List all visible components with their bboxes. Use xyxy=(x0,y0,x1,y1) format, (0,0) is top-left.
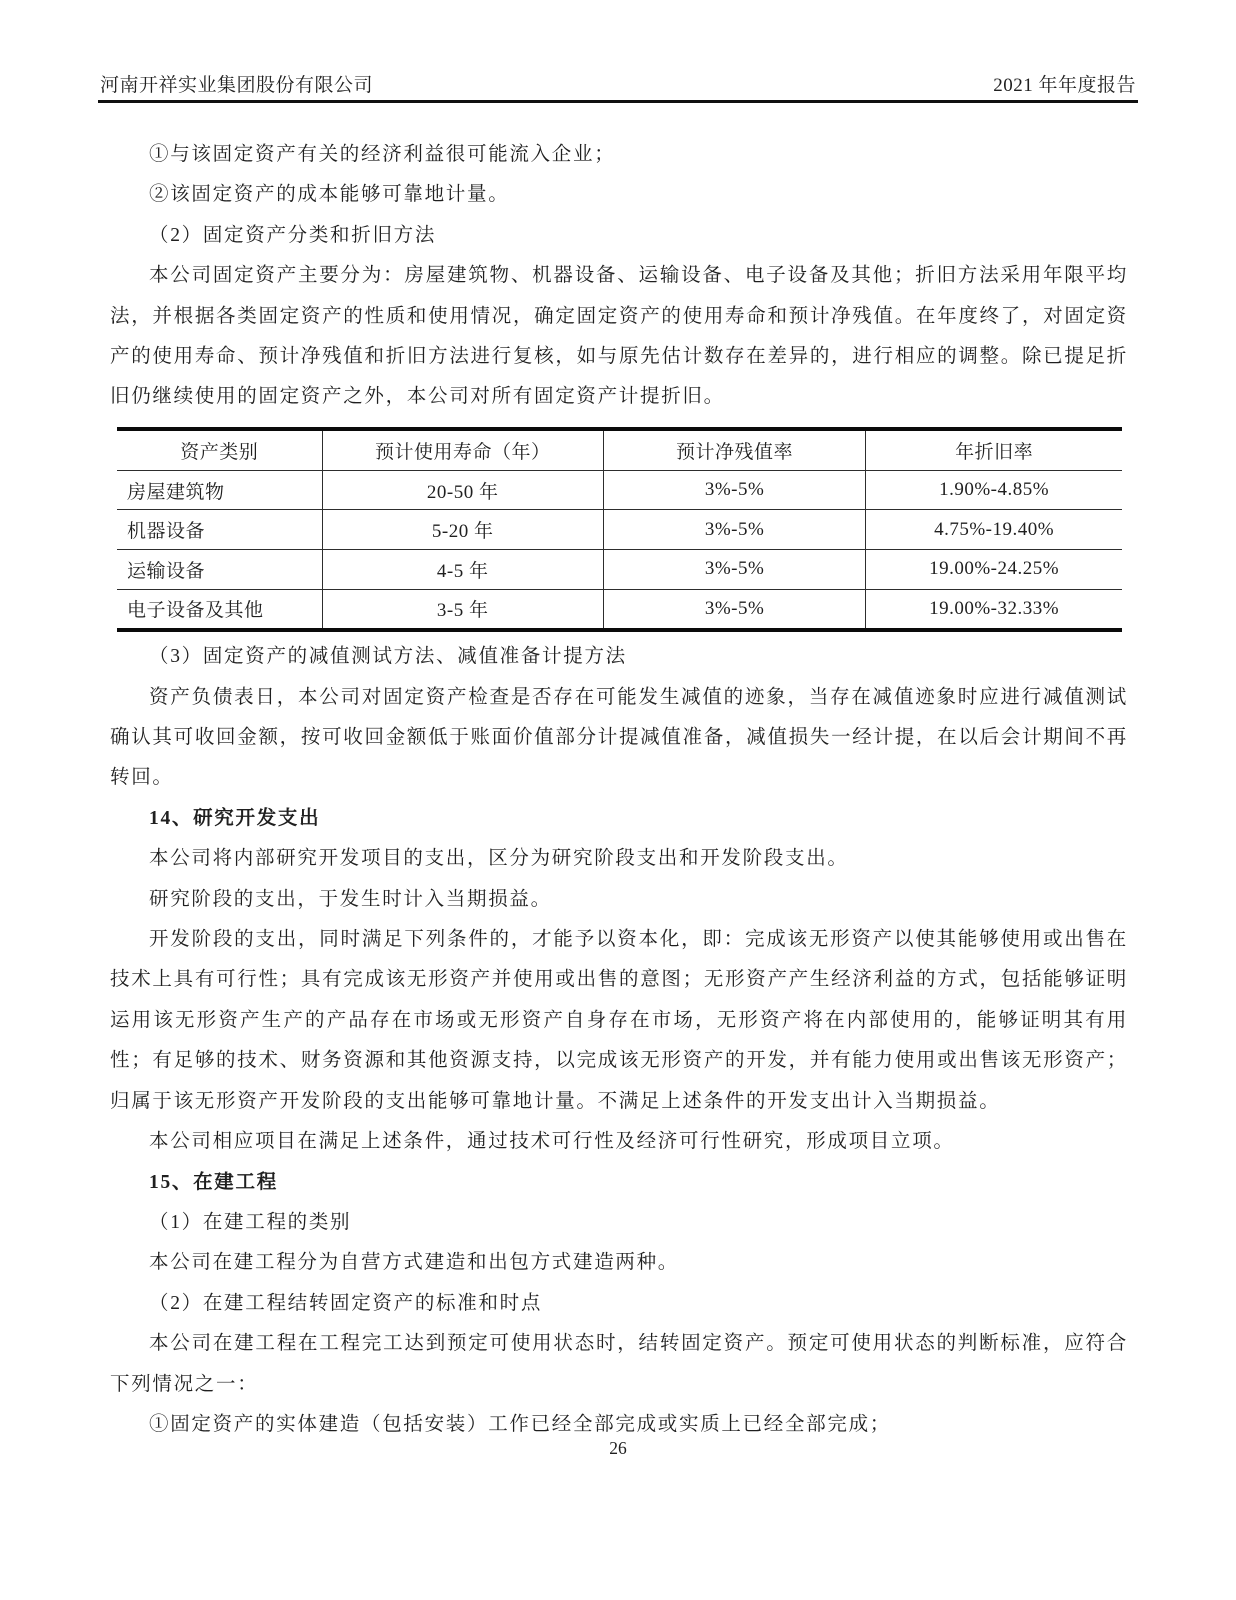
subsection-heading: （2）在建工程结转固定资产的标准和时点 xyxy=(149,1292,543,1314)
paragraph: 本公司在建工程在工程完工达到预定可使用状态时，结转固定资产。预定可使用状态的判断标准，应符合下列情况之一： xyxy=(110,1333,1128,1395)
clause-paragraph: ②该固定资产的成本能够可靠地计量。 xyxy=(149,184,510,206)
table-cell: 运输设备 xyxy=(117,550,322,590)
company-name: 河南开祥实业集团股份有限公司 xyxy=(100,75,374,96)
subsection-heading: （3）固定资产的减值测试方法、减值准备计提方法 xyxy=(149,646,627,668)
table-cell: 1.90%-4.85% xyxy=(866,470,1122,510)
table-cell: 电子设备及其他 xyxy=(117,589,322,630)
table-cell: 20-50 年 xyxy=(322,470,603,510)
table-header-cell: 资产类别 xyxy=(117,429,322,471)
table-header-row xyxy=(117,429,1122,471)
paragraph: 开发阶段的支出，同时满足下列条件的，才能予以资本化，即：完成该无形资产以使其能够使用或出售在技术上具有可行性；具有完成该无形资产并使用或出售的意图；无形资产产生经济利益的方式，包括能够证明运用该无形资产生产的产品存在市场或无形资产自身存在市场，无形资产将在内部使用的，能够证明其有用性；有足够的技术、财务资源和其他资源支持，以完成该无形资产的开发，并有能力使用或出售该无形资产；归属于该无形资产开发阶段的支出能够可靠地计量。不满足上述条件的开发支出计入当期损益。 xyxy=(110,929,1128,1112)
table-cell: 3%-5% xyxy=(603,470,865,510)
paragraph: 研究阶段的支出，于发生时计入当期损益。 xyxy=(149,888,552,910)
paragraph: 本公司固定资产主要分为：房屋建筑物、机器设备、运输设备、电子设备及其他；折旧方法采用年限平均法，并根据各类固定资产的性质和使用情况，确定固定资产的使用寿命和预计净残值。在年度终了，对固定资产的使用寿命、预计净残值和折旧方法进行复核，如与原先估计数存在差异的，进行相应的调整。除已提足折旧仍继续使用的固定资产之外，本公司对所有固定资产计提折旧。 xyxy=(110,265,1128,408)
paragraph: 本公司相应项目在满足上述条件，通过技术可行性及经济可行性研究，形成项目立项。 xyxy=(149,1131,955,1153)
header-divider xyxy=(98,100,1138,103)
table-cell: 4.75%-19.40% xyxy=(866,510,1122,550)
table-cell: 4-5 年 xyxy=(322,550,603,590)
clause-paragraph: ①固定资产的实体建造（包括安装）工作已经全部完成或实质上已经全部完成； xyxy=(149,1413,892,1435)
page-number: 26 xyxy=(609,1438,627,1458)
table-cell: 3%-5% xyxy=(603,510,865,550)
paragraph: 资产负债表日，本公司对固定资产检查是否存在可能发生减值的迹象，当存在减值迹象时应进行减值测试确认其可收回金额，按可收回金额低于账面价值部分计提减值准备，减值损失一经计提，在以后会计期间不再转回。 xyxy=(110,686,1128,789)
subsection-heading: （2）固定资产分类和折旧方法 xyxy=(149,224,437,246)
table-header-cell: 年折旧率 xyxy=(866,429,1122,471)
table-row xyxy=(117,589,1122,630)
table-row xyxy=(117,510,1122,550)
table-row xyxy=(117,470,1122,510)
paragraph: 本公司将内部研究开发项目的支出，区分为研究阶段支出和开发阶段支出。 xyxy=(149,848,849,870)
table-header-cell: 预计使用寿命（年） xyxy=(322,429,603,471)
report-title: 2021 年年度报告 xyxy=(993,75,1136,96)
table-cell: 3%-5% xyxy=(603,589,865,630)
section-heading-14: 14、研究开发支出 xyxy=(149,807,321,829)
section-heading-15: 15、在建工程 xyxy=(149,1171,278,1193)
table-cell: 3%-5% xyxy=(603,550,865,590)
table-cell: 5-20 年 xyxy=(322,510,603,550)
document-body xyxy=(110,135,1128,1445)
table-cell: 机器设备 xyxy=(117,510,322,550)
table-row xyxy=(117,550,1122,590)
table-cell: 房屋建筑物 xyxy=(117,470,322,510)
table-cell: 3-5 年 xyxy=(322,589,603,630)
table-cell: 19.00%-24.25% xyxy=(866,550,1122,590)
page-header xyxy=(100,70,1136,97)
paragraph: 本公司在建工程分为自营方式建造和出包方式建造两种。 xyxy=(149,1252,680,1274)
table-cell: 19.00%-32.33% xyxy=(929,597,1060,619)
clause-paragraph: ①与该固定资产有关的经济利益很可能流入企业； xyxy=(149,144,616,165)
subsection-heading: （1）在建工程的类别 xyxy=(149,1211,352,1233)
depreciation-table xyxy=(117,427,1122,632)
table-header-cell: 预计净残值率 xyxy=(603,429,865,471)
